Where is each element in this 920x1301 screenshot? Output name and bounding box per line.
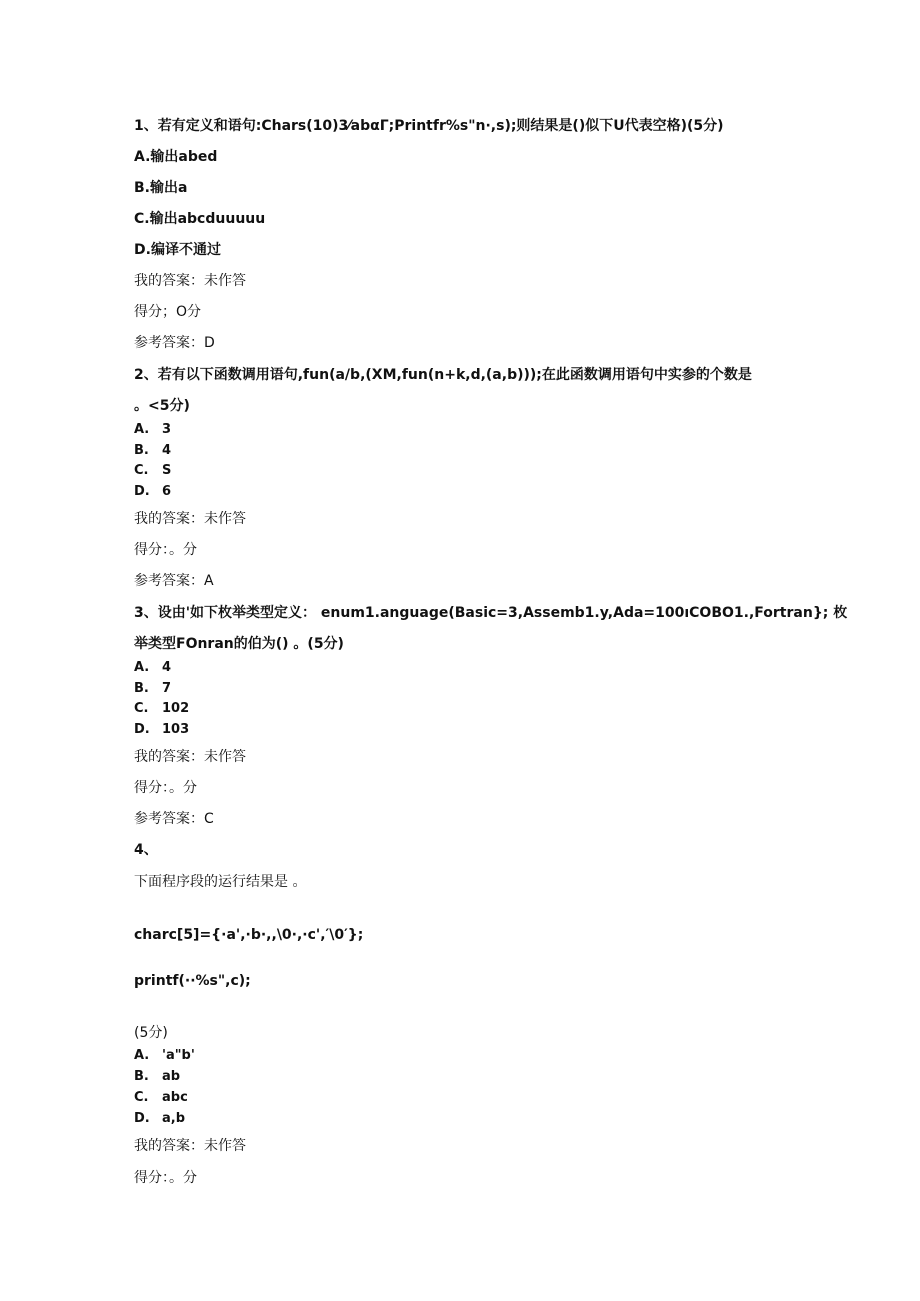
option-key: A.	[134, 660, 150, 675]
option-value: 'a"b'	[162, 1048, 195, 1063]
q3-option-a	[134, 660, 171, 676]
q2-stem-continuation: 。<5分)	[134, 398, 190, 414]
option-value: 7	[162, 681, 172, 696]
q2-option-b	[134, 443, 171, 459]
q2-score: 得分：。分	[134, 542, 197, 558]
option-key: D.	[134, 1111, 150, 1126]
option-key: A.	[134, 1048, 150, 1063]
option-key: C.	[134, 1090, 149, 1105]
q4-my-answer: 我的答案：未作答	[134, 1138, 246, 1154]
option-value: 4	[162, 443, 172, 458]
option-value: ab	[162, 1069, 181, 1084]
q2-stem: 2、若有以下函数调用语句,fun(a/b,(XM,fun(n+k,d,(a,b)));在此函数调用语句中实参的个数是	[134, 367, 752, 383]
q4-option-b	[134, 1069, 180, 1085]
q3-score: 得分：。分	[134, 780, 197, 796]
q2-option-d	[134, 484, 171, 500]
option-key: D.	[134, 722, 150, 737]
q3-option-d	[134, 722, 189, 738]
q2-reference-answer: 参考答案：A	[134, 573, 214, 589]
option-value: 6	[162, 484, 172, 499]
q4-stem: 下面程序段的运行结果是 。	[134, 874, 307, 890]
q1-option-c: C.输出abcduuuuu	[134, 211, 266, 227]
q1-option-a: A.输出abed	[134, 149, 218, 165]
q2-my-answer: 我的答案：未作答	[134, 511, 246, 527]
q4-option-d	[134, 1111, 185, 1127]
option-key: B.	[134, 443, 149, 458]
option-key: C.	[134, 463, 149, 478]
option-value: abc	[162, 1090, 188, 1105]
q3-my-answer: 我的答案：未作答	[134, 749, 246, 765]
q4-option-c	[134, 1090, 188, 1106]
q4-option-a	[134, 1048, 195, 1064]
option-value: 103	[162, 722, 190, 737]
q3-stem: 3、设由'如下枚举类型定义： enum1.anguage(Basic=3,Assemb1.y,Ada=100ıCOBO1.,Fortran}; 枚	[134, 605, 848, 621]
q2-option-c	[134, 463, 171, 479]
option-value: 4	[162, 660, 172, 675]
option-key: B.	[134, 1069, 149, 1084]
q1-option-b: B.输出a	[134, 180, 188, 196]
q1-score: 得分；O分	[134, 304, 202, 320]
q1-stem: 1、若有定义和语句:Chars(10)3⁄abαΓ;Printfr%s"n·,s);则结果是()似下U代表空格)(5分)	[134, 118, 724, 134]
q4-code-line-1: charc[5]={·a',·b·,,\0·,·c',′\0′};	[134, 927, 364, 943]
q2-option-a	[134, 422, 171, 438]
option-key: B.	[134, 681, 149, 696]
q4-points: (5分)	[134, 1025, 168, 1041]
option-key: A.	[134, 422, 150, 437]
q3-stem-continuation: 举类型FOnran的伯为() 。(5分)	[134, 636, 344, 652]
option-value: S	[162, 463, 172, 478]
option-value: a,b	[162, 1111, 186, 1126]
q1-reference-answer: 参考答案：D	[134, 335, 215, 351]
q4-code-line-2: printf(··%s",c);	[134, 973, 251, 989]
q1-option-d: D.编译不通过	[134, 242, 221, 258]
q4-number: 4、	[134, 842, 158, 858]
option-key: C.	[134, 701, 149, 716]
q1-my-answer: 我的答案：未作答	[134, 273, 246, 289]
option-value: 3	[162, 422, 172, 437]
q3-reference-answer: 参考答案：C	[134, 811, 214, 827]
option-value: 102	[162, 701, 190, 716]
q3-option-b	[134, 681, 171, 697]
q3-option-c	[134, 701, 189, 717]
option-key: D.	[134, 484, 150, 499]
q4-score: 得分：。分	[134, 1170, 197, 1186]
